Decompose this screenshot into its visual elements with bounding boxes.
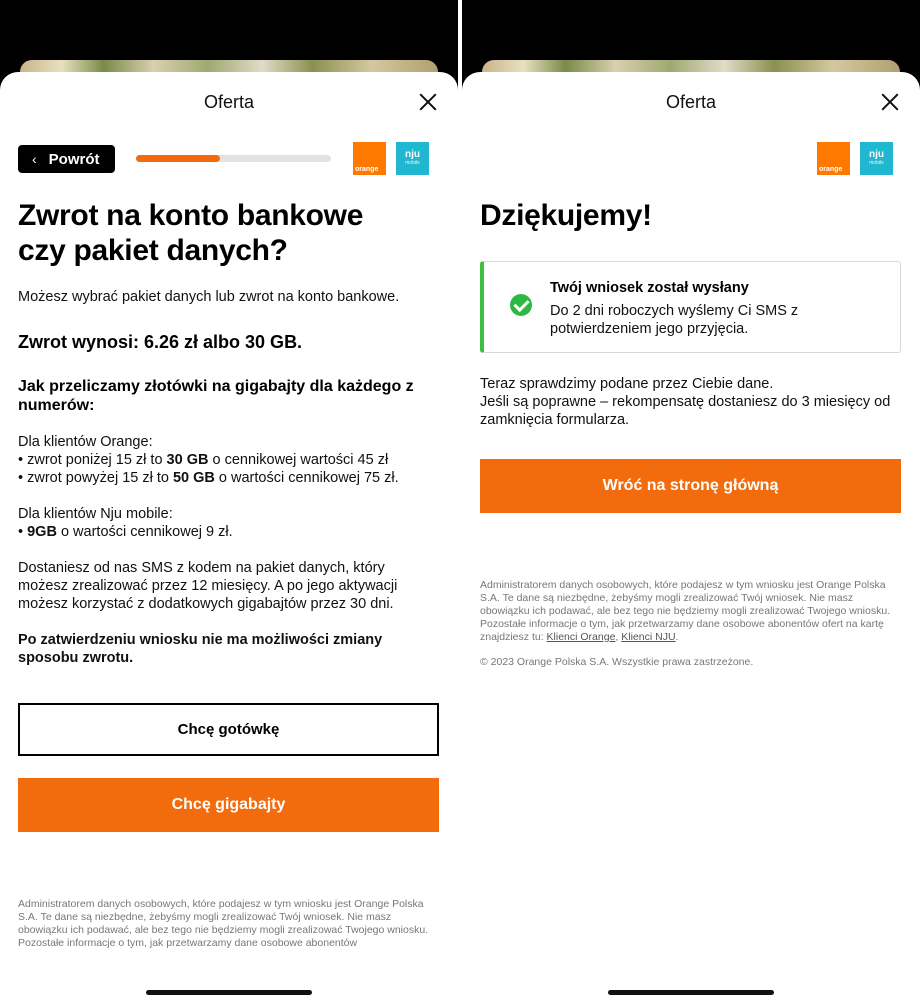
legal-notice: Administratorem danych osobowych, które podajesz w tym wniosku jest Orange Polska S.A. Te dane są niezbędne, żebyśmy mogli zrealizować Twój wniosek. Nie masz obowiązku ich podawać, ale bez tego nie będziemy mogli zrealizować Twojego wniosku. Pozostałe informacje o tym, jak przetwarzamy dane osobowe abonentów bbox=[18, 898, 429, 949]
step-bar bbox=[0, 142, 458, 186]
info-line-2: Jeśli są poprawne – rekompensatę dostaniesz do 3 miesięcy od zamknięcia formularza. bbox=[480, 394, 891, 428]
nju-line: • 9GB o wartości cennikowej 9 zł. bbox=[18, 524, 233, 540]
sms-info: Dostaniesz od nas SMS z kodem na pakiet danych, który możesz zrealizować przez 12 miesięcy. A po jego aktywacji możesz korzystać z dodatkowych gigabajtów przez 30 dni. bbox=[18, 560, 398, 612]
warning-text: Po zatwierdzeniu wniosku nie ma możliwości zmiany sposobu zwrotu. bbox=[18, 632, 383, 666]
home-indicator[interactable] bbox=[608, 990, 774, 995]
logo-bar bbox=[462, 142, 920, 186]
nju-logo: nju mobile bbox=[396, 142, 429, 175]
sheet-title: Oferta bbox=[665, 92, 717, 112]
screen-offer-choice bbox=[0, 0, 458, 1004]
link-orange-clients[interactable]: Klienci Orange bbox=[546, 631, 616, 643]
close-icon[interactable] bbox=[876, 88, 904, 116]
orange-logo: orange bbox=[353, 142, 386, 175]
page-title: Dziękujemy! bbox=[480, 199, 652, 232]
nju-clients-block bbox=[18, 505, 440, 541]
orange-clients-block bbox=[18, 433, 440, 487]
notice-title: Twój wniosek został wysłany bbox=[550, 280, 749, 296]
sheet-header bbox=[462, 72, 920, 132]
screen-thank-you bbox=[462, 0, 920, 1004]
home-button[interactable]: Wróć na stronę główną bbox=[480, 459, 901, 513]
nju-clients-title: Dla klientów Nju mobile: bbox=[18, 506, 173, 522]
progress-bar bbox=[136, 155, 331, 162]
info-line-1: Teraz sprawdzimy podane przez Ciebie dane. bbox=[480, 376, 774, 392]
sheet-title: Oferta bbox=[203, 92, 255, 112]
orange-logo: orange bbox=[817, 142, 850, 175]
chevron-left-icon: ‹ bbox=[32, 151, 37, 167]
fade-overlay bbox=[0, 956, 458, 974]
offer-content bbox=[0, 198, 458, 949]
copyright: © 2023 Orange Polska S.A. Wszystkie prawa zastrzeżone. bbox=[480, 656, 754, 668]
conversion-heading: Jak przeliczamy złotówki na gigabajty dla każdego z numerów: bbox=[18, 378, 414, 414]
offer-sheet bbox=[0, 72, 458, 1004]
cash-button[interactable]: Chcę gotówkę bbox=[18, 703, 439, 756]
page-title: Zwrot na konto bankowe czy pakiet danych? bbox=[18, 199, 364, 267]
progress-bar-fill bbox=[136, 155, 220, 162]
orange-clients-title: Dla klientów Orange: bbox=[18, 434, 153, 450]
home-indicator[interactable] bbox=[146, 990, 312, 995]
info-block bbox=[462, 375, 920, 669]
legal-notice: Administratorem danych osobowych, które podajesz w tym wniosku jest Orange Polska S.A. Te dane są niezbędne, żebyśmy mogli zrealizować Twój wniosek. Nie masz obowiązku ich podawać, ale bez tego nie będziemy mogli zrealizować Twojego wniosku. Pozostałe informacje o tym, jak przetwarzamy dane osobowe abonentów ofert na kartę znajdziesz tu: Klienci Orange, Klienci NJU. bbox=[480, 579, 891, 643]
orange-line-2: • zwrot powyżej 15 zł to 50 GB o wartości cennikowej 75 zł. bbox=[18, 470, 399, 486]
sheet-header bbox=[0, 72, 458, 132]
close-icon[interactable] bbox=[414, 88, 442, 116]
refund-amount: Zwrot wynosi: 6.26 zł albo 30 GB. bbox=[18, 332, 303, 352]
nju-logo: nju mobile bbox=[860, 142, 893, 175]
gigabytes-button[interactable]: Chcę gigabajty bbox=[18, 778, 439, 832]
notice-body: Do 2 dni roboczych wyślemy Ci SMS z potwierdzeniem jego przyjęcia. bbox=[550, 303, 799, 337]
orange-line-1: • zwrot poniżej 15 zł to 30 GB o cennikowej wartości 45 zł bbox=[18, 452, 389, 468]
intro-text: Możesz wybrać pakiet danych lub zwrot na konto bankowe. bbox=[18, 289, 400, 305]
success-notice bbox=[480, 261, 901, 353]
thank-you-content bbox=[462, 198, 920, 233]
back-button[interactable] bbox=[18, 145, 115, 173]
link-nju-clients[interactable]: Klienci NJU bbox=[621, 631, 676, 643]
thank-you-sheet bbox=[462, 72, 920, 1004]
back-button-label: Powrót bbox=[48, 150, 100, 168]
check-circle-icon bbox=[510, 294, 532, 316]
